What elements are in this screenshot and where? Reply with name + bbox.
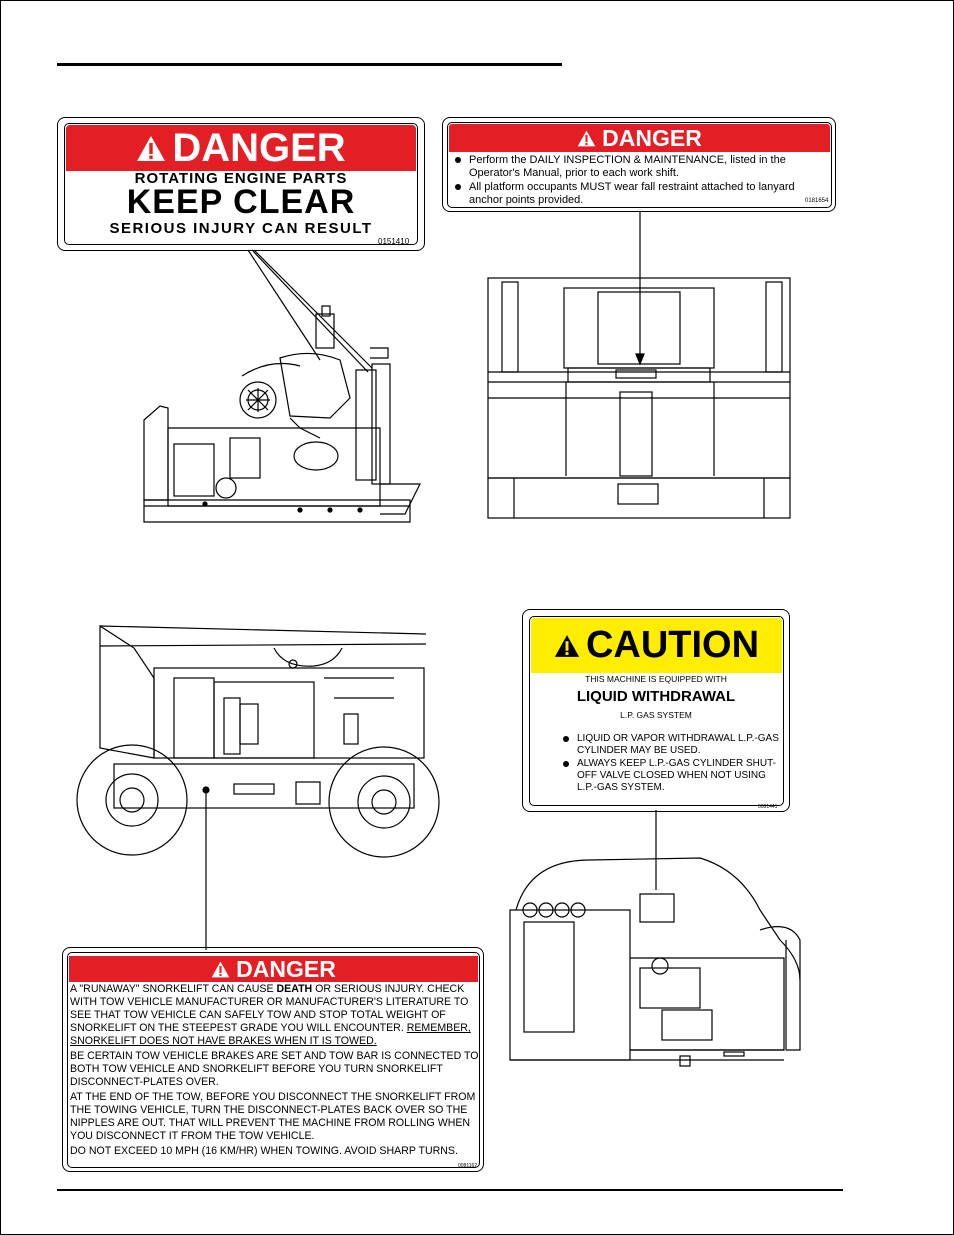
warning-triangle-icon (211, 961, 230, 978)
caution-list (563, 733, 783, 795)
caution-intro: THIS MACHINE IS EQUIPPED WITH (585, 674, 727, 684)
warning-triangle-icon (554, 634, 580, 658)
decal-caution-liquid-withdrawal (522, 609, 790, 812)
danger-header (449, 124, 830, 152)
caution-subtitle: L.P. GAS SYSTEM (620, 710, 692, 720)
header-rule (57, 63, 562, 66)
list-item: Perform the DAILY INSPECTION & MAINTENANCE, listed in the Operator's Manual, prior to each work shift. (455, 154, 827, 180)
decal-line-1: ROTATING ENGINE PARTS (134, 170, 348, 187)
inspection-list (455, 154, 827, 208)
danger-header-text: DANGER (236, 955, 336, 982)
paragraph: AT THE END OF THE TOW, BEFORE YOU DISCONNECT THE SNORKELIFT FROM THE TOWING VEHICLE, TURN THE DISCONNECT-PLATES BACK OVER SO THE NIPPLES ARE OUT. THAT WILL PREVENT THE MACHINE FROM ROLLING WHEN YOU DISCONNECT IT FROM THE TOW VEHICLE. (70, 1091, 476, 1142)
danger-header-text: DANGER (602, 124, 702, 151)
front-view-illustration (484, 212, 794, 522)
engine-illustration (130, 248, 430, 528)
list-item: LIQUID OR VAPOR WITHDRAWAL L.P.-GAS CYLINDER MAY BE USED. (563, 733, 783, 757)
caution-title: LIQUID WITHDRAWAL (576, 688, 736, 705)
side-view-illustration (74, 618, 444, 950)
warning-triangle-icon (577, 130, 596, 147)
decal-line-2: KEEP CLEAR (126, 183, 356, 221)
list-item: All platform occupants MUST wear fall restraint attached to lanyard anchor points provided. (455, 181, 827, 207)
caution-header (531, 618, 782, 673)
danger-header-text: DANGER (172, 125, 346, 170)
part-number: 0151410 (378, 237, 410, 246)
decal-line-3: SERIOUS INJURY CAN RESULT (109, 220, 373, 237)
footer-rule (57, 1189, 843, 1191)
danger-header (69, 956, 478, 982)
runaway-warning-text (70, 983, 480, 1160)
warning-triangle-icon (136, 135, 166, 162)
paragraph: BE CERTAIN TOW VEHICLE BRAKES ARE SET AND TOW BAR IS CONNECTED TO BOTH TOW VEHICLE AND SNORKELIFT BEFORE YOU TURN SNORKELIFT DISCONNECT-PLATES OVER. (70, 1050, 479, 1088)
danger-header (66, 125, 416, 171)
paragraph: DO NOT EXCEED 10 MPH (16 KM/HR) WHEN TOWING. AVOID SHARP TURNS. (70, 1145, 458, 1157)
paragraph: A "RUNAWAY" SNORKELIFT CAN CAUSE DEATH OR SERIOUS INJURY. CHECK WITH TOW VEHICLE MANUFACTURER OR MANUFACTURER'S LITERATURE TO SEE THAT TOW VEHICLE CAN SAFELY TOW AND STOP TOTAL WEIGHT OF SNORKELIFT ON THE STEEPEST GRADE YOU WILL ENCOUNTER. REMEMBER, SNORKELIFT DOES NOT HAVE BRAKES WHEN IT IS TOWED. (70, 983, 471, 1047)
lp-tank-illustration (500, 810, 846, 1080)
list-item: ALWAYS KEEP L.P.-GAS CYLINDER SHUT-OFF VALVE CLOSED WHEN NOT USING L.P.-GAS SYSTEM. (563, 758, 783, 794)
part-number: 0181654 (805, 198, 829, 204)
decal-daily-inspection (442, 117, 836, 212)
part-number: 0081162 (458, 1163, 478, 1169)
decal-rotating-engine-parts (57, 117, 425, 251)
part-number: 0081441 (758, 804, 778, 810)
caution-header-text: CAUTION (585, 624, 760, 666)
